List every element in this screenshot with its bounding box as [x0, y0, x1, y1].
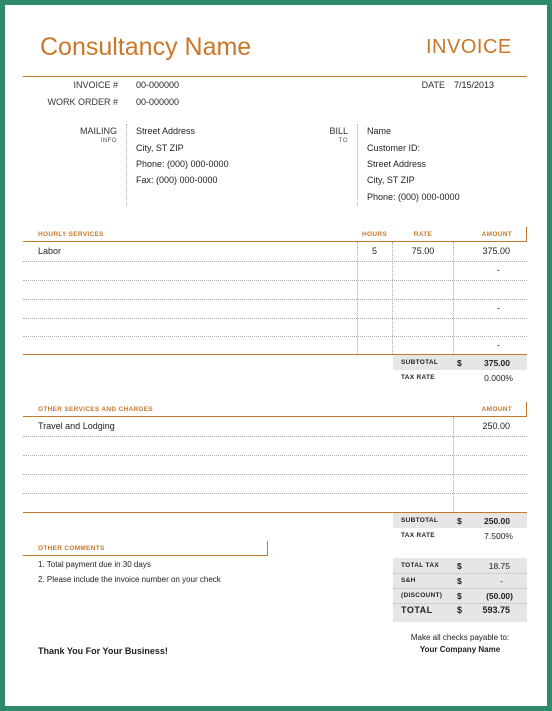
- comments-edge: [267, 541, 268, 556]
- date-label: DATE: [421, 80, 445, 90]
- discount-currency: $: [457, 591, 462, 601]
- sh-value: -: [500, 576, 503, 586]
- other-header-edge: [526, 402, 527, 416]
- total-tax-currency: $: [457, 561, 462, 571]
- comment-line: 1. Total payment due in 30 days: [38, 560, 151, 569]
- payable-note: Make all checks payable to:: [410, 633, 510, 642]
- bill-line: Customer ID:: [367, 143, 421, 153]
- mailing-sublabel: INFO: [100, 138, 117, 144]
- sh-label: S&H: [401, 577, 416, 584]
- mailing-line: Phone: (000) 000-0000: [136, 159, 229, 169]
- invoice-number-label: INVOICE #: [73, 80, 118, 90]
- row-divider: [23, 318, 527, 319]
- row-divider: [23, 436, 527, 437]
- total-label: TOTAL: [401, 605, 433, 615]
- bill-sublabel: TO: [338, 138, 348, 144]
- company-name: Consultancy Name: [40, 33, 252, 61]
- other-taxrate-label: TAX RATE: [401, 532, 435, 539]
- other-subtotal-label: SUBTOTAL: [401, 517, 439, 524]
- hourly-heading: HOURLY SERVICES: [38, 231, 104, 238]
- row-divider: [23, 261, 527, 262]
- bill-line: Phone: (000) 000-0000: [367, 192, 460, 202]
- invoice-page: [5, 5, 547, 706]
- hourly-row-amount: 375.00: [482, 246, 510, 256]
- work-order-value: 00-000000: [136, 97, 180, 107]
- hourly-row-amount: -: [497, 340, 500, 350]
- discount-value: (50.00): [486, 591, 513, 601]
- hours-col-header: HOURS: [362, 231, 387, 238]
- amount-col-header: AMOUNT: [481, 231, 512, 238]
- hours-col-divider: [357, 242, 358, 354]
- totals-divider: [393, 603, 527, 604]
- other-row-amount: 250.00: [482, 421, 510, 431]
- header-divider: [23, 76, 527, 77]
- other-taxrate-value: 7.500%: [484, 531, 513, 541]
- bill-label: BILL: [329, 126, 348, 136]
- hourly-subtotal-value: 375.00: [484, 358, 510, 368]
- other-amount-col-header: AMOUNT: [481, 406, 512, 413]
- hourly-row-desc: Labor: [38, 246, 62, 256]
- work-order-label: WORK ORDER #: [47, 97, 118, 107]
- hourly-row-amount: -: [497, 303, 500, 313]
- bill-divider: [357, 124, 358, 206]
- thank-you-note: Thank You For Your Business!: [38, 646, 168, 656]
- bill-line: Street Address: [367, 159, 427, 169]
- comment-line: 2. Please include the invoice number on your check: [38, 575, 221, 584]
- hourly-header-rule: [23, 241, 527, 242]
- mailing-label: MAILING: [79, 126, 117, 136]
- sh-currency: $: [457, 576, 462, 586]
- row-divider: [23, 493, 527, 494]
- other-subtotal-currency: $: [457, 516, 462, 526]
- total-tax-label: TOTAL TAX: [401, 562, 439, 569]
- mailing-line: Fax: (000) 000-0000: [136, 175, 218, 185]
- invoice-title: INVOICE: [426, 36, 512, 58]
- other-subtotal-value: 250.00: [484, 516, 510, 526]
- totals-divider: [393, 573, 527, 574]
- hourly-row-hours: 5: [371, 246, 377, 256]
- rate-col-divider: [392, 242, 393, 354]
- hourly-taxrate-value: 0.000%: [484, 373, 513, 383]
- other-row-desc: Travel and Lodging: [38, 421, 115, 431]
- comments-heading: OTHER COMMENTS: [38, 545, 105, 552]
- mailing-divider: [126, 124, 127, 206]
- mailing-line: City, ST ZIP: [136, 143, 184, 153]
- date-value: 7/15/2013: [454, 80, 495, 90]
- row-divider: [23, 455, 527, 456]
- mailing-line: Street Address: [136, 126, 196, 136]
- amount-col-divider: [453, 242, 454, 354]
- row-divider: [23, 280, 527, 281]
- hourly-taxrate-label: TAX RATE: [401, 374, 435, 381]
- discount-label: (DISCOUNT): [401, 592, 443, 599]
- row-divider: [23, 474, 527, 475]
- invoice-number-value: 00-000000: [136, 80, 180, 90]
- total-value: 593.75: [482, 605, 510, 615]
- row-divider: [23, 299, 527, 300]
- other-header-rule: [23, 416, 527, 417]
- rate-col-header: RATE: [413, 231, 433, 238]
- total-tax-value: 18.75: [488, 561, 510, 571]
- hourly-subtotal-label: SUBTOTAL: [401, 359, 439, 366]
- hourly-row-rate: 75.00: [411, 246, 435, 256]
- bill-line: City, ST ZIP: [367, 175, 415, 185]
- payable-company: Your Company Name: [419, 645, 501, 654]
- hourly-header-edge: [526, 227, 527, 241]
- totals-divider: [393, 588, 527, 589]
- other-heading: OTHER SERVICES AND CHARGES: [38, 406, 154, 413]
- row-divider: [23, 336, 527, 337]
- other-amount-divider: [453, 417, 454, 513]
- bill-line: Name: [367, 126, 392, 136]
- total-currency: $: [457, 605, 463, 615]
- comments-rule: [23, 555, 268, 556]
- hourly-row-amount: -: [497, 265, 500, 275]
- hourly-subtotal-currency: $: [457, 358, 462, 368]
